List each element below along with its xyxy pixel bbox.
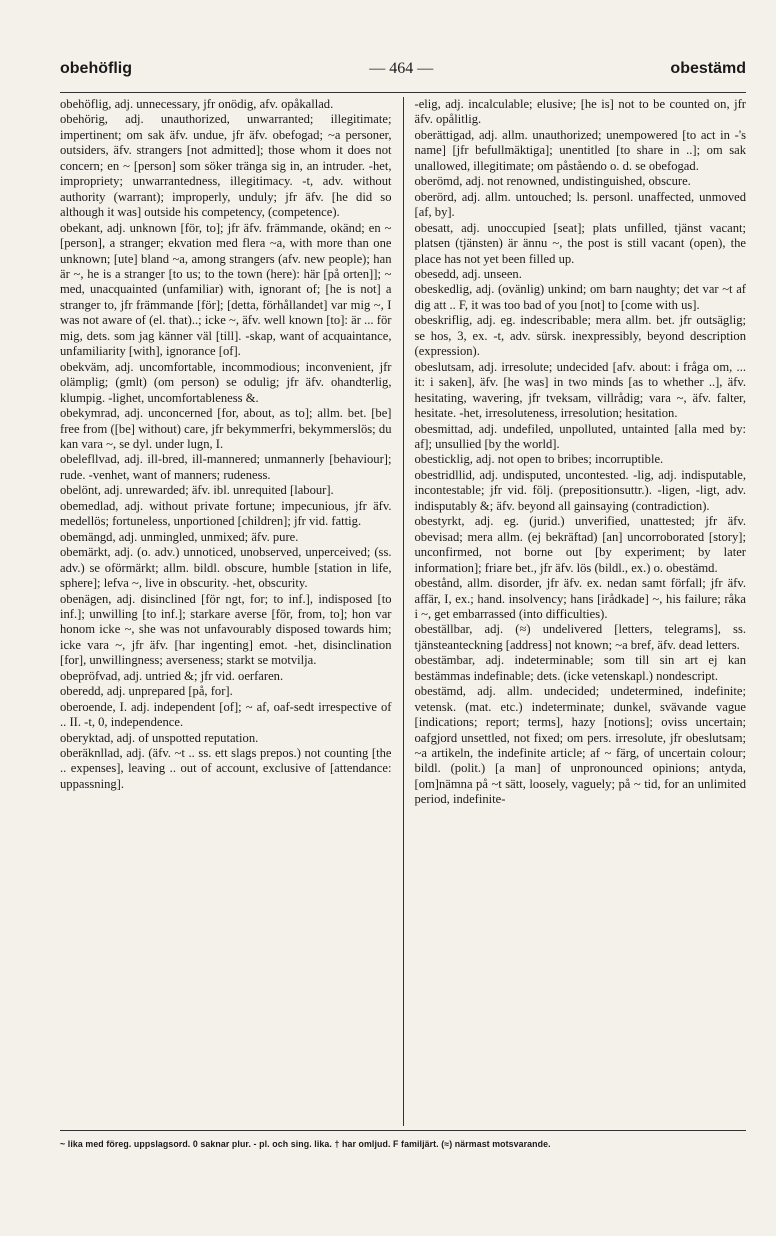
entry: obehöflig, adj. unnecessary, jfr onödig, afv. opåkallad.	[60, 97, 334, 111]
entry: oberömd, adj. not renowned, undistinguished, obscure.	[414, 174, 691, 189]
page-header	[60, 60, 746, 88]
header-rule	[60, 92, 746, 93]
entry: obelönt, adj. unrewarded; äfv. ibl. unrequited [labour].	[60, 483, 334, 498]
page-number: — 464 —	[369, 60, 434, 77]
entry: obestyrkt, adj. eg. (jurid.) unverified, unattested; jfr äfv. obevisad; mera allm. (ej bekräftad) [an] uncorroborated [story]; unconfirmed, not borne out [by experiment; by later information]; friare bet., jfr äfv. lös (bildl., ex.) o. obestämd.	[414, 514, 746, 575]
entry: obeskriflig, adj. eg. indescribable; mera allm. bet. jfr outsäglig; se hos, 3, ex. -t, adv. sürsk. inexpressibly, beyond description (expression).	[414, 313, 746, 359]
entry: oberörd, adj. allm. untouched; ls. personl. unaffected, unmoved [af, by].	[414, 189, 746, 220]
entry: obemängd, adj. unmingled, unmixed; äfv. pure.	[60, 529, 299, 544]
entry: obekant, adj. unknown [för, to]; jfr äfv. främmande, okänd; en ~ [person], a stranger; ekvation med flera ~a, with more than one unknown; [ute] bland ~a, among strangers (afv. new people); han är ~, he is a stranger [to us; to the town (here): här [på orten]]; ~ med, unacquainted (unfamiliar) with, ignorant of; [he is not] a stranger to, jfr främmande [för]; [detta, förhållandet] var mig ~, I was not aware of (el. that)..; icke ~, äfv. well known [to]: är ... för mig, dets. som jag känner väl [till]. -skap, want of acquaintance, unfamiliarity [with], ignorance [of].	[60, 220, 392, 359]
entry: obestridllid, adj. undisputed, uncontested. -lig, adj. indisputable, incontestable; jfr vid. följ. (prepositionsuttr.). -ligen, -ligt, adv. indisputably &; äfv. beyond all gainsaying (contradiction).	[414, 467, 746, 513]
entry: oberyktad, adj. of unspotted reputation.	[60, 730, 259, 745]
entry: obeslutsam, adj. irresolute; undecided [afv. about: i fråga om, ... it: i saken], äfv. [he was] in two minds [as to whether ..], äfv. hesitating, wavering, jfr tveksam, villrådig; vara ~, äfv. falter, hesitate. -het, irresoluteness, irresolution; hesitation.	[414, 359, 746, 421]
entry: oberoende, I. adj. independent [of]; ~ af, oaf-sedt irrespective of .. II. -t, 0, independence.	[60, 699, 392, 730]
left-running-headword: obehöflig	[60, 60, 132, 77]
entry: obestånd, allm. disorder, jfr äfv. ex. nedan samt förfall; jfr äfv. affär, I, ex.; hand. insolvency; hans [irådkade] ~, his failure; råka i ~, get embarrassed (into difficulties).	[414, 576, 746, 621]
entry: obestämbar, adj. indeterminable; som till sin art ej kan bestämmas indefinable; dets. (icke vetenskapl.) nondescript.	[414, 653, 746, 683]
dictionary-columns	[60, 97, 746, 1126]
entry: obemärkt, adj. (o. adv.) unnoticed, unobserved, unperceived; (ss. adv.) se oförmärkt; allm. bildl. obscure, humble [station in life, sphere]; lefva ~, live in obscurity. -het, obscurity.	[60, 545, 392, 591]
footer-rule	[60, 1130, 746, 1131]
entry: obepröfvad, adj. untried &; jfr vid. oerfaren.	[60, 668, 284, 683]
entry: obesatt, adj. unoccupied [seat]; plats unfilled, tjänst vacant; platsen (tjänsten) är ännu ~, the post is still vacant (open), the place has not yet been filled up.	[414, 220, 746, 266]
entry: obeställbar, adj. (≈) undelivered [letters, telegrams], ss. tjänsteanteckning [address] not known; ~a bref, äfv. dead letters.	[414, 622, 746, 652]
entry: obesticklig, adj. not open to bribes; incorruptible.	[414, 452, 664, 467]
entry: obelefllvad, adj. ill-bred, ill-mannered; unmannerly [behaviour]; rude. -venhet, want of manners; rudeness.	[60, 452, 392, 482]
entry: oberäknllad, adj. (äfv. ~t .. ss. ett slags prepos.) not counting [the .. expenses], leaving .. out of account, exclusive of [attendance: uppassning].	[60, 746, 392, 791]
entry: obenägen, adj. disinclined [för ngt, for; to inf.], indisposed [to inf.]; unwilling [to inf.]; starkare averse [för, from, to]; hon var honom icke ~, she was not unfavourably disposed towards him; icke vara ~, jfr äfv. [har ingenting] emot. -het, disinclination [for], unwillingness; averseness; starkt se motvilja.	[60, 591, 392, 668]
right-running-headword: obestämd	[670, 60, 746, 77]
entry: obekymrad, adj. unconcerned [for, about, as to]; allm. bet. [be] free from ([be] without) care, jfr bekymmerfri, bekymmerslös; du kan vara ~, se dyl. under lugn, I.	[60, 406, 392, 451]
entry: obeskedlig, adj. (ovänlig) unkind; om barn naughty; det var ~t af dig att .. F, it was too bad of you [not] to [come with us].	[414, 282, 746, 312]
entry: obesmittad, adj. undefiled, unpolluted, untainted [alla med by: af]; unsullied [by the world].	[414, 421, 746, 451]
entry: obestämd, adj. allm. undecided; undetermined, indefinite; vetensk. (mat. etc.) indeterminate; dunkel, svävande vague [indications; report; terms], hazy [notions]; oviss uncertain; oafgjord unsettled, not fixed; om pers. irresolute, jfr obeslutsam; ~a artikeln, the indefinite article; af ~ färg, of uncertain colour; bildl. (polit.) [a man] of unpronounced opinions; antyda, [om]nämna på ~t sätt, loosely, vaguely; på ~ tid, for an unlimited period, indefinite-	[414, 684, 746, 807]
entry: obehörig, adj. unauthorized, unwarranted; illegitimate; impertinent; om sak äfv. undue, jfr äfv. obefogad; ~a personer, outsiders, äfv. strangers [not admitted]; those whom it does not concern; en ~ [person] som söker tränga sig in, an intruder. -het, impropriety; unwarrantedness, illegitimacy. -t, adv. without authority (warrant); improperly, unduly; jfr äfv. [he did so although it was] outside his competency, (competence).	[60, 112, 392, 220]
entry: -elig, adj. incalculable; elusive; [he is] not to be counted on, jfr äfv. opålitlig.	[414, 97, 746, 127]
abbreviation-legend: ~ lika med föreg. uppslagsord. 0 saknar plur. - pl. och sing. lika. † har omljud. F familjärt. (≈) närmast motsvarande.	[60, 1139, 551, 1149]
left-column	[60, 97, 403, 1126]
right-column	[403, 97, 747, 1126]
entry: oberättigad, adj. allm. unauthorized; unempowered [to act in -'s name] [jfr befullmäktiga]; unentitled [to share in ..]; om sak unallowed, illegitimate; om påståendo o. d. se obefogad.	[414, 127, 746, 173]
entry: obekväm, adj. uncomfortable, incommodious; inconvenient, jfr olämplig; (gmlt) (om person) se odulig; jfr äfv. ohandterlig, klumpig. -lighet, uncomfortableness &.	[60, 359, 392, 405]
entry: obesedd, adj. unseen.	[414, 266, 522, 281]
entry: obemedlad, adj. without private fortune; impecunious, jfr äfv. medellös; fortuneless, unportioned [children]; jfr vid. fattig.	[60, 498, 392, 529]
entry: oberedd, adj. unprepared [på, for].	[60, 684, 233, 699]
